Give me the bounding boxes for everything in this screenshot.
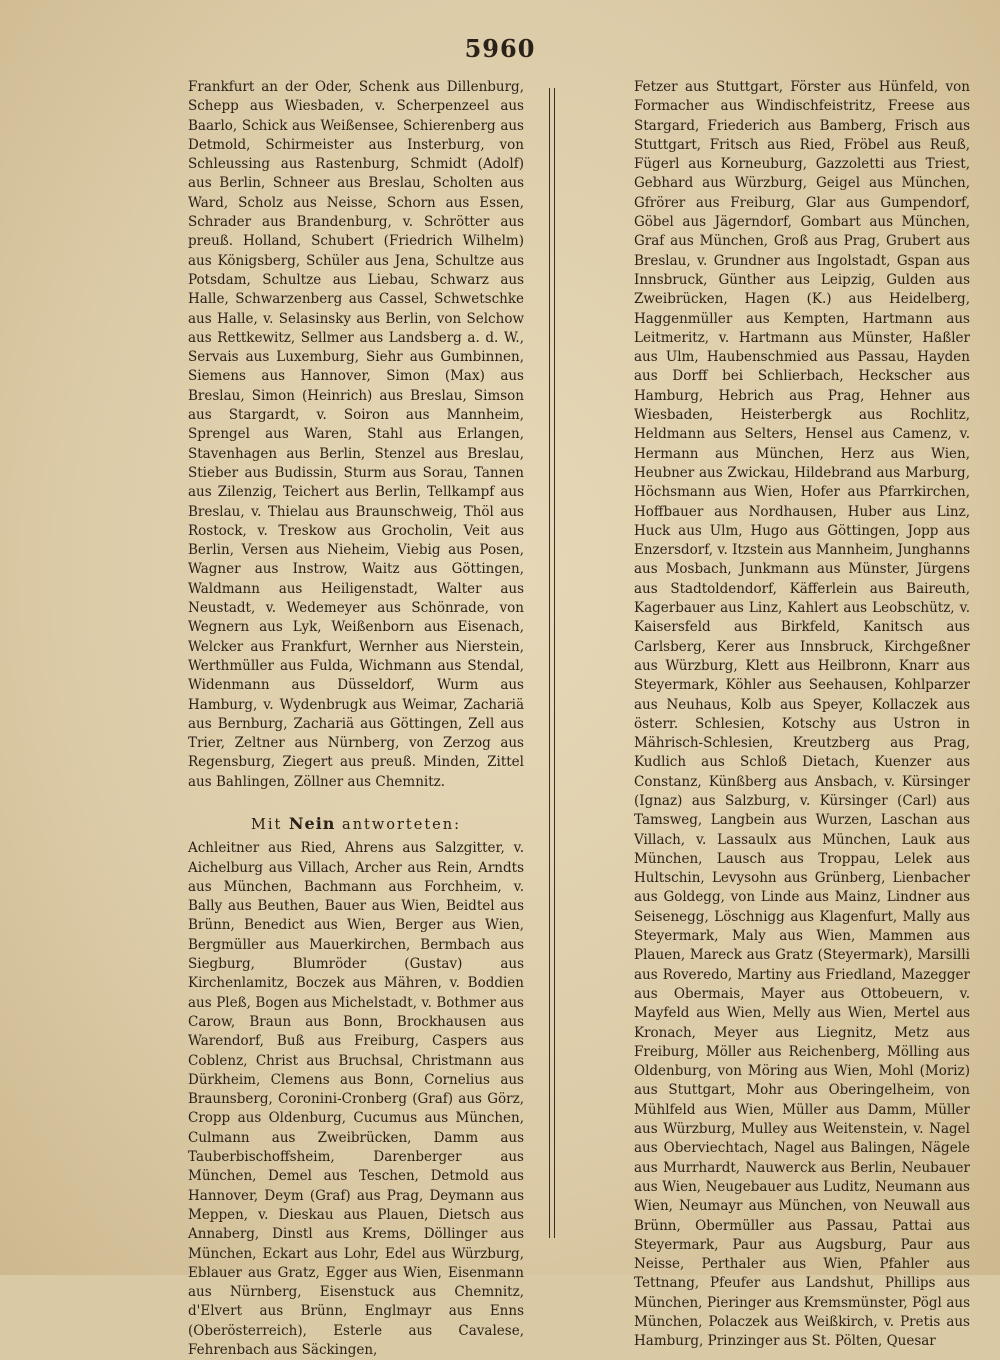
left-column — [188, 78, 524, 1360]
heading-prefix: Mit — [251, 816, 283, 833]
no-voters-list: Achleitner aus Ried, Ahrens aus Salzgitter, v. Aichelburg aus Villach, Archer aus Rein, Arndts aus München, Bachmann aus Forchheim, v. Bally aus Beuthen, Bauer aus Wien, Beidtel aus Brünn, Benedict aus Wien, Berger aus Wien, Bergmüller aus Mauerkirchen, Bermbach aus Siegburg, Blumröder (Gustav) aus Kirchenlamitz, Boczek aus Mähren, v. Boddien aus Pleß, Bogen aus Michelstadt, v. Bothmer aus Carow, Braun aus Bonn, Brockhausen aus Warendorf, Buß aus Freiburg, Caspers aus Coblenz, Christ aus Bruchsal, Christmann aus Dürkheim, Clemens aus Bonn, Cornelius aus Braunsberg, Coronini-Cronberg (Graf) aus Görz, Cropp aus Oldenburg, Cucumus aus München, Culmann aus Zweibrücken, Damm aus Tauberbischoffsheim, Darenberger aus München, Demel aus Teschen, Detmold aus Hannover, Deym (Graf) aus Prag, Deymann aus Meppen, v. Dieskau aus Plauen, Dietsch aus Annaberg, Dinstl aus Krems, Döllinger aus München, Eckart aus Lohr, Edel aus Würzburg, Eblauer aus Gratz, Egger aus Wien, Eisenmann aus Nürnberg, Eisenstuck aus Chemnitz, d'Elvert aus Brünn, Englmayr aus Enns (Oberösterreich), Esterle aus Cavalese, Fehrenbach aus Säckingen, — [188, 840, 524, 1358]
no-voters-list-continued: Fetzer aus Stuttgart, Förster aus Hünfeld, von Formacher aus Windischfeistritz, Freese aus Stargard, Friederich aus Bamberg, Frisch aus Stuttgart, Fritsch aus Ried, Fröbel aus Reuß, Fügerl aus Korneuburg, Gazzoletti aus Triest, Gebhard aus Würzburg, Geigel aus München, Gfrörer aus Freiburg, Glar aus Gumpendorf, Göbel aus Jägerndorf, Gombart aus München, Graf aus München, Groß aus Prag, Grubert aus Breslau, v. Grundner aus Ingolstadt, Gspan aus Innsbruck, Günther aus Leipzig, Gulden aus Zweibrücken, Hagen (K.) aus Heidelberg, Haggenmüller aus Kempten, Hartmann aus Leitmeritz, v. Hartmann aus Münster, Haßler aus Ulm, Haubenschmied aus Passau, Hayden aus Dorff bei Schlierbach, Heckscher aus Hamburg, Hebrich aus Prag, Hehner aus Wiesbaden, Heisterbergk aus Rochlitz, Heldmann aus Selters, Hensel aus Camenz, v. Hermann aus München, Herz aus Wien, Heubner aus Zwickau, Hildebrand aus Marburg, Höchsmann aus Wien, Hofer aus Pfarrkirchen, Hoffbauer aus Nordhausen, Huber aus Linz, Huck aus Ulm, Hugo aus Göttingen, Jopp aus Enzersdorf, v. Itzstein aus Mannheim, Junghanns aus Mosbach, Junkmann aus Münster, Jürgens aus Stadtoldendorf, Käfferlein aus Baireuth, Kagerbauer aus Linz, Kahlert aus Leobschütz, v. Kaisersfeld aus Birkfeld, Kanitsch aus Carlsberg, Kerer aus Innsbruck, Kirchgeßner aus Würzburg, Klett aus Heilbronn, Knarr aus Steyermark, Köhler aus Seehausen, Kohlparzer aus Neuhaus, Kolb aus Speyer, Kollaczek aus österr. Schlesien, Kotschy aus Ustron in Mährisch-Schlesien, Kreutzberg aus Prag, Kudlich aus Schloß Dietach, Kuenzer aus Constanz, Künßberg aus Ansbach, v. Kürsinger (Ignaz) aus Salzburg, v. Kürsinger (Carl) aus Tamsweg, Langbein aus Wurzen, Laschan aus Villach, v. Lassaulx aus München, Lauk aus München, Lausch aus Troppau, Lelek aus Hultschin, Levysohn aus Grünberg, Lienbacher aus Goldegg, von Linde aus Mainz, Lindner aus Seisenegg, Löschnigg aus Klagenfurt, Mally aus Steyermark, Maly aus Wien, Mammen aus Plauen, Mareck aus Gratz (Steyermark), Marsilli aus Roveredo, Martiny aus Friedland, Mazegger aus Obermais, Mayer aus Ottobeuern, v. Mayfeld aus Wien, Melly aus Wien, Mertel aus Kronach, Meyer aus Liegnitz, Metz aus Freiburg, Möller aus Reichenberg, Mölling aus Oldenburg, von Möring aus Wien, Mohl (Moriz) aus Stuttgart, Mohr aus Oberingelheim, von Mühlfeld aus Wien, Müller aus Damm, Müller aus Würzburg, Mulley aus Weitenstein, v. Nagel aus Oberviechtach, Nagel aus Balingen, Nägele aus Murrhardt, Nauwerck aus Berlin, Neubauer aus Wien, Neugebauer aus Luditz, Neumann aus Wien, Neumayr aus München, von Neuwall aus Brünn, Obermüller aus Passau, Pattai aus Steyermark, Paur aus Augsburg, Paur aus Neisse, Perthaler aus Wien, Pfahler aus Tettnang, Pfeufer aus Landshut, Phillips aus München, Pieringer aus Kremsmünster, Pögl aus München, Polaczek aus Weißkirch, v. Pretis aus Hamburg, Prinzinger aus St. Pölten, Quesar — [634, 79, 970, 1350]
section-heading-nein — [188, 814, 524, 835]
yes-voters-list-continued: Frankfurt an der Oder, Schenk aus Dillenburg, Schepp aus Wiesbaden, v. Scherpenzeel aus Baarlo, Schick aus Weißensee, Schierenberg aus Detmold, Schirmeister aus Insterburg, von Schleussing aus Rastenburg, Schmidt (Adolf) aus Berlin, Schneer aus Breslau, Scholten aus Ward, Scholz aus Neisse, Schorn aus Essen, Schrader aus Brandenburg, v. Schrötter aus preuß. Holland, Schubert (Friedrich Wilhelm) aus Königsberg, Schüler aus Jena, Schultze aus Potsdam, Schultze aus Liebau, Schwarz aus Halle, Schwarzenberg aus Cassel, Schwetschke aus Halle, v. Selasinsky aus Berlin, von Selchow aus Rettkewitz, Sellmer aus Landsberg a. d. W., Servais aus Luxemburg, Siehr aus Gumbinnen, Siemens aus Hannover, Simon (Max) aus Breslau, Simon (Heinrich) aus Breslau, Simson aus Stargardt, v. Soiron aus Mannheim, Sprengel aus Waren, Stahl aus Erlangen, Stavenhagen aus Berlin, Stenzel aus Breslau, Stieber aus Budissin, Sturm aus Sorau, Tannen aus Zilenzig, Teichert aus Berlin, Tellkampf aus Breslau, v. Thielau aus Braunschweig, Thöl aus Rostock, v. Treskow aus Grocholin, Veit aus Berlin, Versen aus Nieheim, Viebig aus Posen, Wagner aus Instrow, Waitz aus Göttingen, Waldmann aus Heiligenstadt, Walter aus Neustadt, v. Wedemeyer aus Schönrade, von Wegnern aus Lyk, Weißenborn aus Eisenach, Welcker aus Frankfurt, Wernher aus Nierstein, Werthmüller aus Fulda, Wichmann aus Stendal, Widenmann aus Düsseldorf, Wurm aus Hamburg, v. Wydenbrugk aus Weimar, Zachariä aus Bernburg, Zachariä aus Göttingen, Zell aus Trier, Zeltner aus Nürnberg, von Zerzog aus Regensburg, Ziegert aus preuß. Minden, Zittel aus Bahlingen, Zöllner aus Chemnitz. — [188, 79, 524, 790]
heading-suffix: antworteten: — [342, 816, 461, 833]
right-column — [634, 78, 970, 1352]
page-number: 5960 — [464, 34, 536, 63]
column-divider — [549, 88, 555, 1238]
heading-keyword: Nein — [288, 813, 336, 833]
